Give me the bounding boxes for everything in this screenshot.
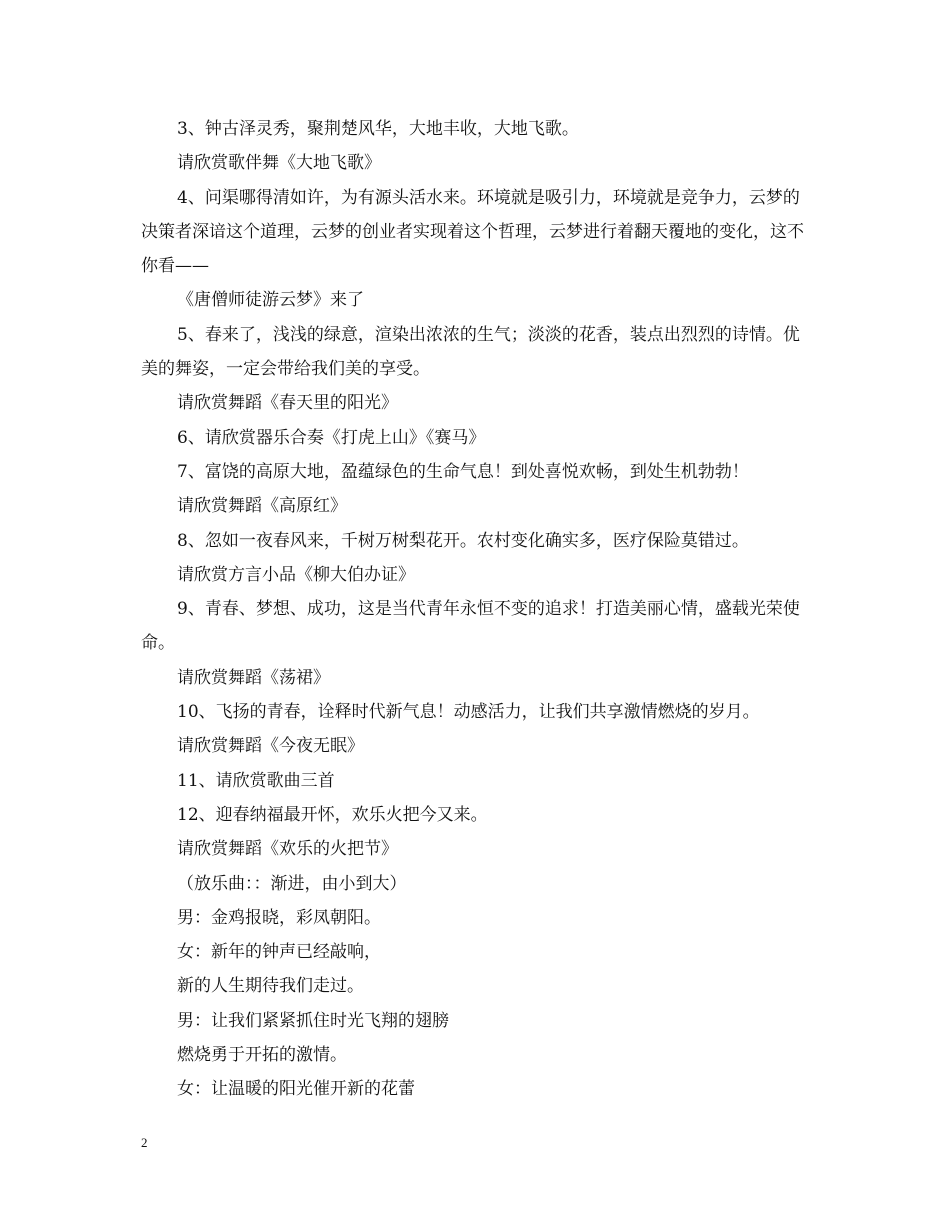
paragraph-female-line-2: 女：让温暖的阳光催开新的花蕾 <box>177 1079 415 1100</box>
paragraph-male-line-1: 男：金鸡报晓，彩凤朝阳。 <box>177 907 381 928</box>
paragraph-stage-direction: （放乐曲：：渐进，由小到大） <box>177 873 407 894</box>
paragraph-12: 12、迎春纳福最开怀，欢乐火把今又来。 <box>177 804 488 825</box>
document-body <box>141 112 813 1107</box>
paragraph-8: 8、忽如一夜春风来，千树万树梨花开。农村变化确实多，医疗保险莫错过。 <box>177 530 749 551</box>
paragraph-9: 9、青春、梦想、成功，这是当代青年永恒不变的追求！打造美丽心情，盛载光荣使命。 <box>141 599 800 654</box>
paragraph-female-line-1: 女：新年的钟声已经敲响， <box>177 942 381 963</box>
paragraph-11: 11、请欣赏歌曲三首 <box>177 770 335 791</box>
paragraph-program-chuntian: 请欣赏舞蹈《春天里的阳光》 <box>177 393 398 414</box>
paragraph-male-line-2-cont: 燃烧勇于开拓的激情。 <box>177 1045 347 1066</box>
paragraph-female-line-1-cont: 新的人生期待我们走过。 <box>177 976 364 997</box>
paragraph-program-dadi-feige: 请欣赏歌伴舞《大地飞歌》 <box>177 153 381 174</box>
paragraph-program-jinye-wumian: 请欣赏舞蹈《今夜无眠》 <box>177 736 364 757</box>
paragraph-4: 4、问渠哪得清如许，为有源头活水来。环境就是吸引力，环境就是竞争力，云梦的决策者深谙这个道理，云梦的创业者实现着这个哲理，云梦进行着翻天覆地的变化，这不你看—— <box>141 187 804 277</box>
paragraph-male-line-2: 男：让我们紧紧抓住时光飞翔的翅膀 <box>177 1010 449 1031</box>
paragraph-program-liudabo: 请欣赏方言小品《柳大伯办证》 <box>177 564 415 585</box>
paragraph-10: 10、飞扬的青春，诠释时代新气息！动感活力，让我们共享激情燃烧的岁月。 <box>177 702 760 723</box>
paragraph-7: 7、富饶的高原大地，盈蕴绿色的生命气息！到处喜悦欢畅，到处生机勃勃！ <box>177 461 749 482</box>
paragraph-3: 3、钟古泽灵秀，聚荆楚风华，大地丰收，大地飞歌。 <box>177 119 579 139</box>
page-number: 2 <box>141 1135 148 1150</box>
paragraph-6: 6、请欣赏器乐合奏《打虎上山》《赛马》 <box>177 427 486 448</box>
paragraph-program-dangqun: 请欣赏舞蹈《荡裙》 <box>177 667 330 688</box>
paragraph-program-huobajie: 请欣赏舞蹈《欢乐的火把节》 <box>177 839 398 860</box>
paragraph-program-gaoyuanhong: 请欣赏舞蹈《高原红》 <box>177 496 347 517</box>
paragraph-5: 5、春来了，浅浅的绿意，渲染出浓浓的生气；淡淡的花香，装点出烈烈的诗情。优美的舞姿，一定会带给我们美的享受。 <box>141 324 800 380</box>
paragraph-program-tangseng: 《唐僧师徒游云梦》来了 <box>177 290 364 311</box>
